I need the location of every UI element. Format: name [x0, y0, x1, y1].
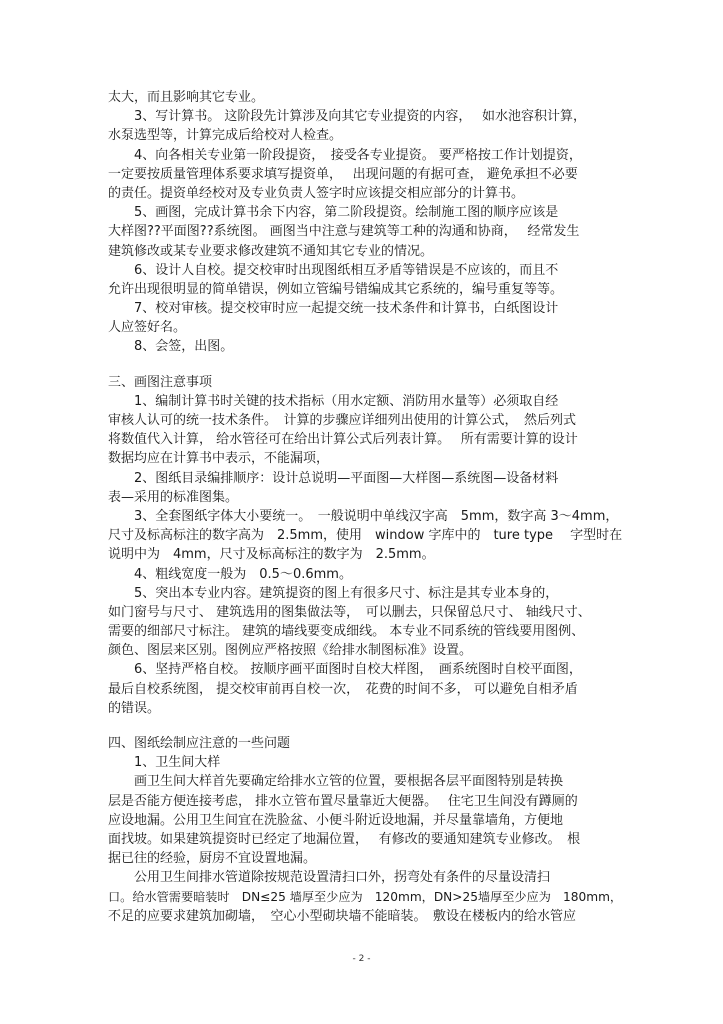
text-line: 审核人认可的统一技术条件。 计算的步骤应详细列出使用的计算公式， 然后列式 — [108, 413, 577, 428]
text-line: 5、突出本专业内容。建筑提资的图上有很多尺寸、标注是其专业本身的， — [108, 585, 559, 601]
text-line: 将数值代入计算， 给水管径可在给出计算公式后列表计算。 所有需要计算的设计 — [108, 432, 578, 448]
text-line: 4、粗线宽度一般为 0.5～0.6mm。 — [108, 566, 352, 582]
text-line: 数据均应在计算书中表示，不能漏项， — [108, 451, 330, 467]
text-line: 颜色、图层来区别。图例应严格按照《给排水制图标准》设置。 — [108, 643, 473, 659]
text-line: 一定要按质量管理体系要求填写提资单， 出现问题的有据可查， 避免承担不必要 — [108, 166, 578, 182]
text-line: 不足的应要求建筑加砌墙， 空心小型砌块墙不能暗装。 敷设在楼板内的给水管应 — [108, 908, 577, 924]
page-number: - 2 - — [352, 954, 371, 964]
page-body-text — [108, 88, 623, 926]
text-line: 如门窗号与尺寸、 建筑选用的图集做法等， 可以删去，只保留总尺寸、 轴线尺寸、 — [108, 604, 591, 620]
text-line: 三、画图注意事项 — [108, 374, 213, 390]
text-line: 表—采用的标准图集。 — [108, 489, 239, 505]
text-line: 尺寸及标高标注的数字高为 2.5mm，使用 window 字库中的 ture type 字型时在 — [108, 528, 623, 544]
text-line: 四、图纸绘制应注意的一些问题 — [108, 736, 291, 751]
text-line: 建筑修改或某专业要求修改建筑不通知其它专业的情况。 — [108, 243, 434, 259]
section-gap — [108, 718, 623, 734]
text-line: 最后自校系统图， 提交校审前再自校一次， 花费的时间不多， 可以避免自相矛盾 — [108, 681, 578, 697]
text-line: 3、写计算书。 这阶段先计算涉及向其它专业提资的内容， 如水池容积计算， — [108, 109, 587, 125]
text-line: 的错误。 — [108, 700, 161, 716]
text-line: 2、图纸目录编排顺序：设计总说明—平面图—大样图—系统图—设备材料 — [108, 470, 559, 486]
text-line: 允许出现很明显的简单错误，例如立管编号错编成其它系统的，编号重复等等。 — [108, 281, 564, 297]
text-line: 大样图??平面图??系统图。 画图当中注意与建筑等工种的沟通和协商， 经常发生 — [108, 224, 580, 240]
text-line: 面找坡。如果建筑提资时已经定了地漏位置， 有修改的要通知建筑专业修改。 根 — [108, 831, 581, 847]
text-line: 水泵选型等，计算完成后给校对人检查。 — [108, 128, 343, 144]
text-line: 1、卫生间大样 — [108, 755, 221, 771]
text-line: 公用卫生间排水管道除按规范设置清扫口外，拐弯处有条件的尽量设清扫 — [108, 870, 551, 886]
text-line: 人应签好名。 — [108, 320, 187, 336]
text-line: 3、全套图纸字体大小要统一。 一般说明中单线汉字高 5mm，数字高 3～4mm， — [108, 508, 619, 524]
text-line: 太大，而且影响其它专业。 — [108, 90, 265, 105]
text-line: 说明中为 4mm，尺寸及标高标注的数字为 2.5mm。 — [108, 547, 435, 563]
text-line: 6、设计人自校。提交校审时出现图纸相互矛盾等错误是不应该的，而且不 — [108, 262, 559, 278]
text-line: 需要的细部尺寸标注。 建筑的墙线要变成细线。 本专业不同系统的管线要用图例、 — [108, 624, 585, 640]
text-line: 5、画图，完成计算书余下内容，第二阶段提资。绘制施工图的顺序应该是 — [108, 205, 559, 221]
text-line: 7、校对审核。提交校审时应一起提交统一技术条件和计算书，白纸图设计 — [108, 301, 559, 317]
text-line: 据已往的经验，厨房不宜设置地漏。 — [108, 851, 317, 867]
text-line: 应设地漏。公用卫生间宜在洗脸盆、小便斗附近设地漏，并尽量靠墙角，方便地 — [108, 812, 564, 828]
text-line: 层是否能方便连接考虑， 排水立管布置尽量靠近大便器。 住宅卫生间没有蹲厕的 — [108, 793, 578, 809]
text-line: 画卫生间大样首先要确定给排水立管的位置，要根据各层平面图特别是转换 — [108, 774, 564, 790]
section-gap — [108, 357, 623, 373]
text-line: 8、会签，出图。 — [108, 339, 234, 355]
text-line: 6、坚持严格自校。 按顺序画平面图时自校大样图， 画系统图时自校平面图， — [108, 662, 582, 678]
text-line: 口。给水管需要暗装时 DN≤25 墙厚至少应为 120mm，DN>25墙厚至少应为 180mm， — [108, 889, 623, 904]
text-line: 1、编制计算书时关键的技术指标（用水定额、消防用水量等）必须取自经 — [108, 393, 559, 409]
text-line: 的责任。提资单经校对及专业负责人签字时应该提交相应部分的计算书。 — [108, 185, 525, 201]
text-line: 4、向各相关专业第一阶段提资， 接受各专业提资。 要严格按工作计划提资， — [108, 147, 582, 163]
